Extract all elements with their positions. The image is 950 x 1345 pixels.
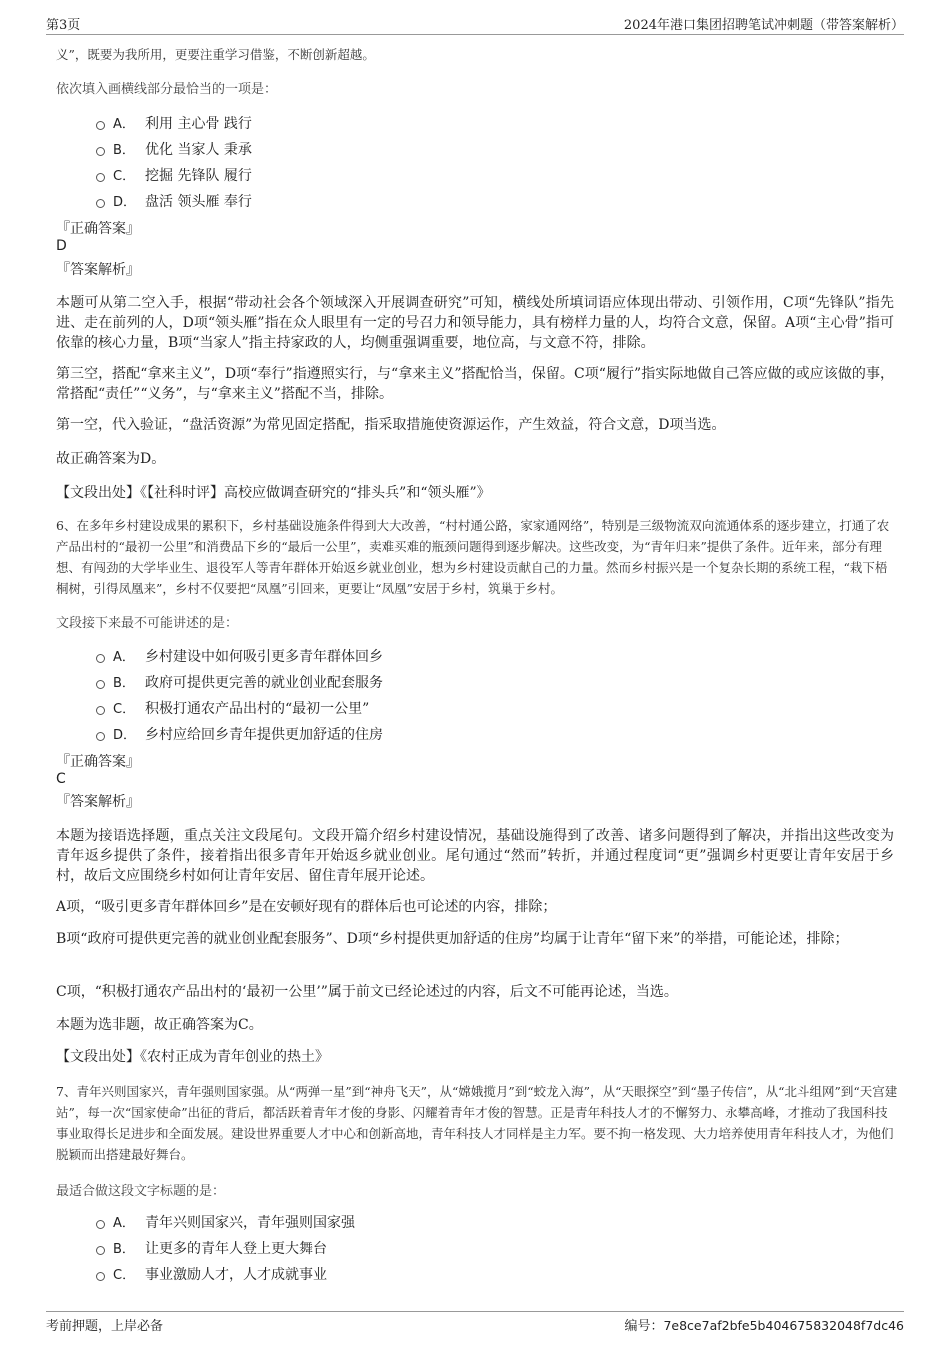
q5-option-d[interactable]: D． 盘活 领头雁 奉行 — [96, 189, 252, 215]
q7-option-c[interactable]: C． 事业激励人才，人才成就事业 — [96, 1262, 355, 1288]
q6-source: 【文段出处】《农村正成为青年创业的热土》 — [56, 1049, 329, 1065]
radio-icon[interactable] — [96, 1272, 105, 1281]
q6-analysis-p1: 本题为接语选择题，重点关注文段尾句。文段开篇介绍乡村建设情况，基础设施得到了改善、诸多问题得到了解决，并指出这些改变为青年返乡提供了条件，接着指出很多青年开始返乡就业创业。尾句通过“然而”转折，并通过程度词“更”强调乡村更要让青年安居于乡村，故后文应围绕乡村如何让青年安居、留住青年展开论述。 — [56, 828, 894, 884]
page-header — [46, 12, 904, 35]
q6-analysis-p5: 本题为选非题，故正确答案为C。 — [56, 1017, 263, 1033]
q6-analysis-p3: B项“政府可提供更完善的就业创业配套服务”、D项“乡村提供更加舒适的住房”均属于让青年“留下来”的举措，可能论述，排除； — [56, 931, 849, 947]
q6-answer-label: 『正确答案』 — [56, 754, 140, 770]
q7-option-b[interactable]: B． 让更多的青年人登上更大舞台 — [96, 1236, 355, 1262]
q5-options — [96, 111, 252, 215]
q6-options — [96, 644, 383, 748]
q6-option-d[interactable]: D． 乡村应给回乡青年提供更加舒适的住房 — [96, 722, 383, 748]
q7-option-a[interactable]: A． 青年兴则国家兴，青年强则国家强 — [96, 1210, 355, 1236]
q6-option-b[interactable]: B． 政府可提供更完善的就业创业配套服务 — [96, 670, 383, 696]
code-value: 7e8ce7af2bfe5b404675832048f7dc46 — [663, 1318, 904, 1333]
radio-icon[interactable] — [96, 706, 105, 715]
radio-icon[interactable] — [96, 1246, 105, 1255]
q5-option-c[interactable]: C． 挖掘 先锋队 履行 — [96, 163, 252, 189]
q6-question: 文段接下来最不可能讲述的是： — [56, 616, 239, 631]
radio-icon[interactable] — [96, 680, 105, 689]
radio-icon[interactable] — [96, 1220, 105, 1229]
document-code — [624, 1315, 904, 1334]
code-label: 编号： — [624, 1319, 664, 1334]
q6-option-c[interactable]: C． 积极打通农产品出村的“最初一公里” — [96, 696, 383, 722]
radio-icon[interactable] — [96, 654, 105, 663]
radio-icon[interactable] — [96, 147, 105, 156]
q5-analysis-p2: 第三空，搭配“拿来主义”，D项“奉行”指遵照实行，与“拿来主义”搭配恰当，保留。C项“履行”指实际地做自己答应做的或应该做的事，常搭配“责任”“义务”，与“拿来主义”搭配不当，排除。 — [56, 366, 894, 402]
radio-icon[interactable] — [96, 173, 105, 182]
q5-answer-label: 『正确答案』 — [56, 221, 140, 237]
q5-option-b[interactable]: B． 优化 当家人 秉承 — [96, 137, 252, 163]
q7-question: 最适合做这段文字标题的是： — [56, 1184, 226, 1199]
q6-answer: C — [56, 771, 66, 787]
page-footer — [46, 1311, 904, 1334]
q6-stem: 6、在多年乡村建设成果的累积下，乡村基础设施条件得到大大改善，“村村通公路，家家通网络”，特别是三级物流双向流通体系的逐步建立，打通了农产品出村的“最初一公里”和消费品下乡的“最后一公里”，卖难买难的瓶颈问题得到逐步解决。这些改变，为“青年归来”提供了条件。近年来，部分有理想、有闯劲的大学毕业生、退役军人等青年群体开始返乡就业创业，想为乡村建设贡献自己的力量。然而乡村振兴是一个复杂长期的系统工程，“栽下梧桐树，引得凤凰来”，乡村不仅要把“凤凰”引回来，更要让“凤凰”安居于乡村，筑巢于乡村。 — [56, 518, 890, 596]
q5-answer: D — [56, 238, 67, 254]
q6-analysis-label: 『答案解析』 — [56, 794, 140, 810]
q7-options — [96, 1210, 355, 1288]
page-number: 第3页 — [46, 18, 81, 33]
q5-analysis-label: 『答案解析』 — [56, 262, 140, 278]
q5-analysis-p4: 故正确答案为D。 — [56, 451, 166, 467]
q5-stem-tail: 义”，既要为我所用，更要注重学习借鉴，不断创新超越。 — [56, 47, 375, 62]
radio-icon[interactable] — [96, 199, 105, 208]
q6-option-a[interactable]: A． 乡村建设中如何吸引更多青年群体回乡 — [96, 644, 383, 670]
q7-stem: 7、青年兴则国家兴，青年强则国家强。从“两弹一星”到“神舟飞天”，从“嫦娥揽月”到“蛟龙入海”，从“天眼探空”到“墨子传信”，从“北斗组网”到“天宫建站”，每一次“国家使命”出征的背后，都活跃着青年才俊的身影、闪耀着青年才俊的智慧。正是青年科技人才的不懈努力、永攀高峰，才推动了我国科技事业取得长足进步和全面发展。建设世界重要人才中心和创新高地，青年科技人才同样是主力军。要不拘一格发现、大力培养使用青年科技人才，为他们脱颖而出搭建最好舞台。 — [56, 1084, 898, 1162]
q5-option-a[interactable]: A． 利用 主心骨 践行 — [96, 111, 252, 137]
q6-analysis-p2: A项，“吸引更多青年群体回乡”是在安顿好现有的群体后也可论述的内容，排除； — [56, 899, 557, 915]
radio-icon[interactable] — [96, 732, 105, 741]
footer-slogan: 考前押题，上岸必备 — [46, 1319, 164, 1334]
q6-analysis-p4: C项，“积极打通农产品出村的‘最初一公里’”属于前文已经论述过的内容，后文不可能再论述，当选。 — [56, 984, 678, 1000]
q5-source: 【文段出处】《【社科时评】高校应做调查研究的“排头兵”和“领头雁”》 — [56, 485, 491, 501]
radio-icon[interactable] — [96, 121, 105, 130]
q5-analysis-p1: 本题可从第二空入手，根据“带动社会各个领域深入开展调查研究”可知，横线处所填词语应体现出带动、引领作用，C项“先锋队”指先进、走在前列的人，D项“领头雁”指在众人眼里有一定的号召力和领导能力，具有榜样力量的人，均符合文意，保留。A项“主心骨”指可依靠的核心力量，B项“当家人”指主持家政的人，均侧重强调重要，地位高，与文意不符，排除。 — [56, 295, 894, 351]
q5-analysis-p3: 第一空，代入验证，“盘活资源”为常见固定搭配，指采取措施使资源运作，产生效益，符合文意，D项当选。 — [56, 417, 726, 433]
q5-question: 依次填入画横线部分最恰当的一项是： — [56, 82, 278, 97]
document-title: 2024年港口集团招聘笔试冲刺题（带答案解析） — [623, 18, 904, 33]
